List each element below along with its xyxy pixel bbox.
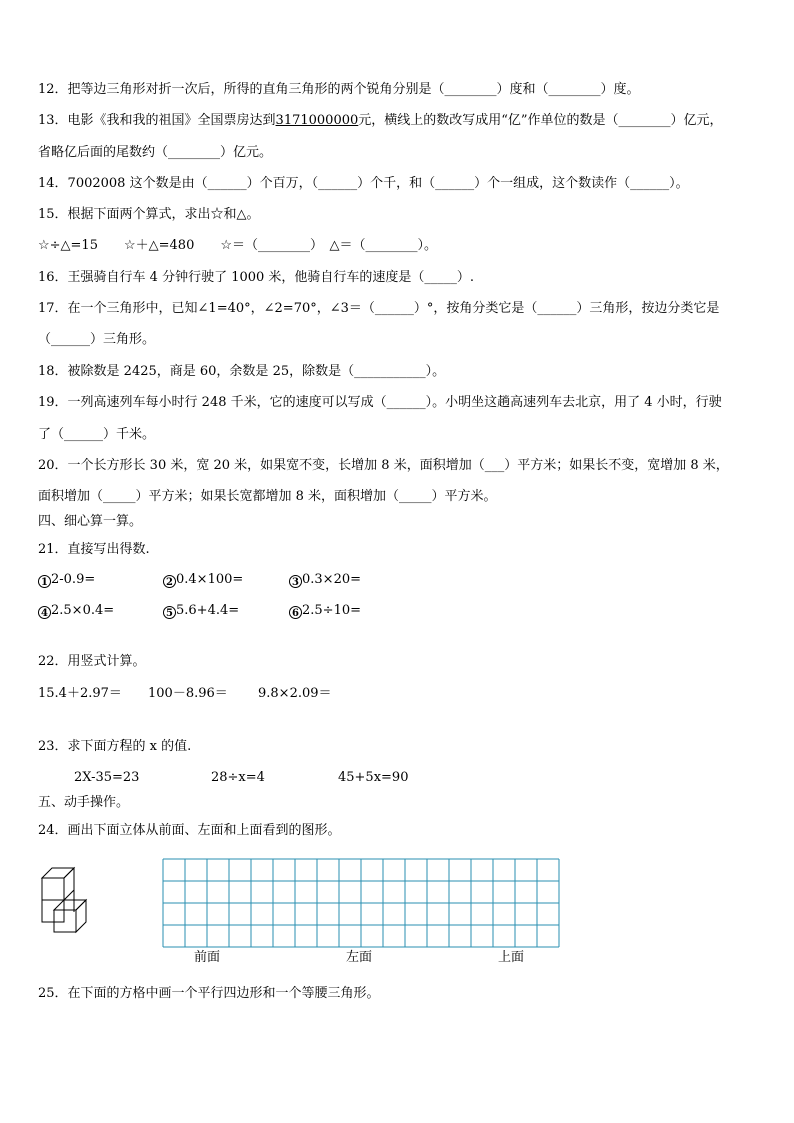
q21-item-2 <box>163 572 243 588</box>
q22-item-1: 15.4＋2.97＝ <box>38 686 122 701</box>
section-5-heading: 五、动手操作。 <box>38 795 130 810</box>
question-19: 19．一列高速列车每小时行 248 千米，它的速度可以写成（______）。小明坐这趟高速列车去北京，用了 4 小时，行驶 <box>38 395 722 410</box>
answer-grid[interactable] <box>162 858 560 948</box>
question-23: 23．求下面方程的 x 的值. <box>38 739 192 754</box>
grid-label-front: 前面 <box>194 950 221 965</box>
question-15-line-2: ☆÷△=15 ☆＋△=480 ☆＝（________） △＝（________）。 <box>38 238 437 253</box>
circled-number-icon: 2 <box>163 575 176 588</box>
question-15: 15．根据下面两个算式，求出☆和△。 <box>38 207 260 222</box>
question-17: 17．在一个三角形中，已知∠1=40°，∠2=70°，∠3＝（______）°，按角分类它是（______）三角形，按边分类它是 <box>38 301 720 316</box>
q23-item-3: 45+5x=90 <box>338 770 409 785</box>
cube-stack-figure <box>38 864 110 934</box>
question-13-part-a: 13．电影《我和我的祖国》全国票房达到 <box>38 113 276 128</box>
question-12: 12．把等边三角形对折一次后，所得的直角三角形的两个锐角分别是（________）度和（________）度。 <box>38 82 640 97</box>
question-19-line-2: 了（______）千米。 <box>38 427 156 442</box>
question-16: 16．王强骑自行车 4 分钟行驶了 1000 米，他骑自行车的速度是（_____）. <box>38 270 475 285</box>
q21-expression: 5.6+4.4= <box>176 603 240 618</box>
q21-expression: 2.5÷10= <box>302 603 362 618</box>
question-13-part-b: 元，横线上的数改写成用“亿”作单位的数是（________）亿元， <box>358 113 723 128</box>
circled-number-icon: 3 <box>289 575 302 588</box>
question-24: 24．画出下面立体从前面、左面和上面看到的图形。 <box>38 823 341 838</box>
circled-number-icon: 1 <box>38 575 51 588</box>
q21-expression: 2.5×0.4= <box>51 603 115 618</box>
q22-item-3: 9.8×2.09＝ <box>258 686 332 701</box>
q21-expression: 0.3×20= <box>302 572 362 587</box>
question-13 <box>38 113 723 129</box>
circled-number-icon: 6 <box>289 606 302 619</box>
q21-item-4 <box>38 603 114 619</box>
q21-expression: 0.4×100= <box>176 572 244 587</box>
question-17-line-2: （______）三角形。 <box>38 332 156 347</box>
question-25: 25．在下面的方格中画一个平行四边形和一个等腰三角形。 <box>38 986 380 1001</box>
question-14: 14．7002008 这个数是由（______）个百万，（______）个千，和（______）个一组成，这个数读作（______）。 <box>38 176 689 191</box>
question-20-line-2: 面积增加（_____）平方米；如果长宽都增加 8 米，面积增加（_____）平方米。 <box>38 489 497 504</box>
circled-number-icon: 5 <box>163 606 176 619</box>
q21-item-1 <box>38 572 95 588</box>
question-21: 21．直接写出得数. <box>38 542 150 557</box>
question-20: 20．一个长方形长 30 米，宽 20 米，如果宽不变，长增加 8 米，面积增加（___）平方米；如果长不变，宽增加 8 米， <box>38 458 729 473</box>
q22-item-2: 100－8.96＝ <box>148 686 228 701</box>
q23-item-2: 28÷x=4 <box>211 770 265 785</box>
circled-number-icon: 4 <box>38 606 51 619</box>
question-22: 22．用竖式计算。 <box>38 654 146 669</box>
q21-item-5 <box>163 603 239 619</box>
q23-item-1: 2X-35=23 <box>74 770 140 785</box>
question-13-line-2: 省略亿后面的尾数约（________）亿元。 <box>38 145 273 160</box>
section-4-heading: 四、细心算一算。 <box>38 514 143 529</box>
box-office-number: 3171000000 <box>275 113 359 128</box>
grid-label-left: 左面 <box>346 950 373 965</box>
q21-item-6 <box>289 603 361 619</box>
question-18: 18．被除数是 2425，商是 60，余数是 25，除数是（___________）。 <box>38 364 446 379</box>
q21-item-3 <box>289 572 361 588</box>
grid-label-top: 上面 <box>498 950 525 965</box>
q21-expression: 2-0.9= <box>51 572 96 587</box>
